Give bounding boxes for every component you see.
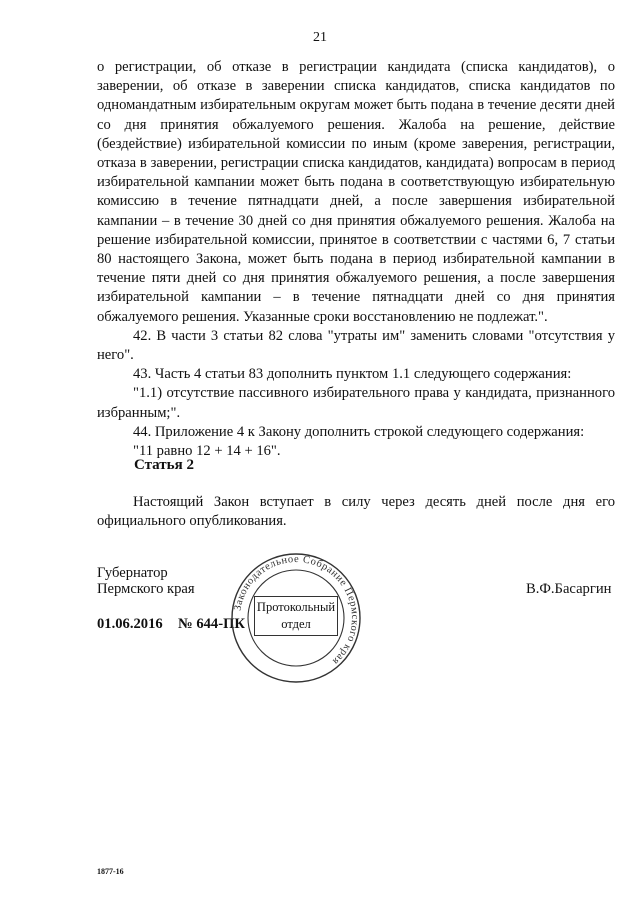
paragraph-item-42: 42. В части 3 статьи 82 слова "утраты им" заменить словами "отсутствия у него". (97, 327, 615, 364)
paragraph-continuation: о регистрации, об отказе в регистрации кандидата (списка кандидатов), о заверении, об отказе в заверении списка кандидатов, списка кандидатов по одномандатным избирательным округам может быть подана в течение десяти дней со дня принятия обжалуемого решения. Жалоба на решение, действие (бездействие) избирательной комиссии по иным (кроме заверения, регистрации, отказа в заверении, регистрации списка кандидатов, кандидата) вопросам в период избирательной кампании может быть подана в соответствующую избирательную комиссию в течение пятнадцати дней, а после завершения избирательной кампании – в течение 30 дней со дня принятия обжалуемого решения. Жалоба на решение избирательной комиссии, принятое в соответствии с частями 6, 7 статьи 80 настоящего Закона, может быть подана в период избирательной кампании в течение пяти дней со дня принятия обжалуемого решения, а после завершения избирательной кампании – в течение пятнадцати дней со дня принятия обжалуемого решения. Указанные сроки восстановлению не подлежат.". (97, 59, 615, 325)
article-heading: Статья 2 (134, 457, 194, 473)
signer-title-line2: Пермского края (97, 581, 195, 597)
paragraph-item-44-content: "11 равно 12 + 14 + 16". (133, 443, 281, 460)
law-date: 01.06.2016 (97, 616, 163, 632)
stamp-box-line2: отдел (281, 617, 311, 631)
document-body (97, 58, 615, 461)
article-text: Настоящий Закон вступает в силу через десять дней после дня его официального опубликования. (97, 494, 615, 530)
signer-title-line1: Губернатор (97, 565, 168, 581)
signer-name: В.Ф.Басаргин (526, 581, 612, 597)
stamp-box (254, 596, 338, 636)
svg-text:Законодательное Собрание Пермс: Законодательное Собрание Пермского края (232, 553, 361, 667)
paragraph-item-44: 44. Приложение 4 к Закону дополнить строкой следующего содержания: (133, 423, 585, 440)
law-number: № 644-ПК (178, 616, 245, 632)
stamp-box-line1: Протокольный (256, 600, 336, 614)
page-number: 21 (313, 30, 327, 45)
signer-title (97, 565, 195, 597)
paragraph-item-43: 43. Часть 4 статьи 83 дополнить пунктом 1.1 следующего содержания: (133, 366, 572, 383)
paragraph-item-43-content: "1.1) отсутствие пассивного избирательного права у кандидата, признанного избранным;". (97, 385, 615, 421)
document-code: 1877-16 (97, 867, 124, 876)
